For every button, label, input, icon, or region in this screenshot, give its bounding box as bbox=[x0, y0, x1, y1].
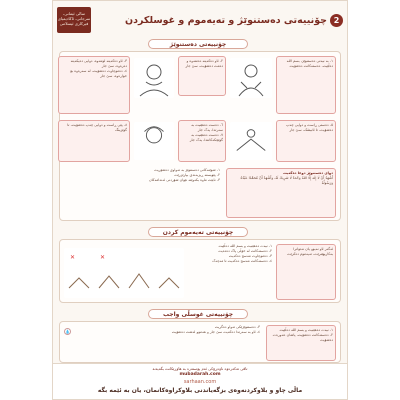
wudu-step-6-7 bbox=[178, 120, 226, 162]
wudu-illustration-1 bbox=[230, 58, 272, 98]
wudu-illustration-4 bbox=[134, 122, 174, 160]
poster-title: چۆنییەتی دەستنوێژ و تەیەموم و غوسلکردن bbox=[125, 14, 327, 26]
ghusl-step-4: ٤- ئاو بە سەرتدا دەکەیت سێ جار و هەموو لەشت دەشۆیت bbox=[171, 330, 260, 334]
wudu-illustration-3 bbox=[230, 122, 272, 160]
wudu-step-1-text: ١- بە نیەتی دەستنوێژ، بسم الله دەڵێیت، دەستەکانت دەشۆیت bbox=[286, 59, 333, 68]
title-group bbox=[125, 14, 343, 27]
wudu-step-1 bbox=[276, 56, 336, 114]
poster-footer bbox=[53, 363, 347, 399]
ghusl-panel bbox=[59, 321, 341, 363]
wudu-panel bbox=[59, 51, 341, 221]
ghusl-steps-left bbox=[140, 325, 260, 335]
wudu-dua-title: دوای دەستنوێژ دوعا دەکەیت bbox=[283, 171, 333, 175]
poster-page bbox=[52, 0, 348, 400]
wudu-note-2: ٢- پێویستە ڕیزبەندی بپارێزرێت bbox=[174, 173, 220, 177]
wudu-step-3-4 bbox=[58, 56, 130, 114]
tayammum-step-1: ١- نیەت دەهێنیت و بسم الله دەڵێیت bbox=[218, 244, 272, 248]
tayammum-step-3: ٣- دەموچاوت مەسح دەکەیت bbox=[228, 254, 272, 258]
tayammum-illustration bbox=[64, 248, 184, 298]
wudu-step-6-text: ٦- دەست دەهێنیت بە سەرتدا، یەک جار bbox=[191, 123, 223, 132]
footer-site-2[interactable]: sarhaan.com bbox=[183, 379, 217, 385]
step-number-badge: 2 bbox=[330, 14, 343, 27]
wudu-notes bbox=[60, 168, 220, 218]
footer-slogan: تاقی تەکەرەوە ناوەڕۆکی ئەم پۆستەرە بە هاوڕێکانت بگەیەنە bbox=[152, 366, 248, 371]
section-banner-ghusl: چۆنییەتی غوسڵی واجب bbox=[148, 309, 248, 319]
wudu-note-1: ١- شوێنەکانی دەستنوێژ بە تەواوی دەشۆریت bbox=[154, 168, 220, 172]
wudu-step-8-text: ٨- پێی ڕاست و دوایی چەپ دەشۆیت، تا گوێزینگ bbox=[67, 123, 127, 132]
ghusl-step-2: ٢- دەستەکانت دەشۆیت، پاشان عەورەت دەشۆیت bbox=[272, 333, 333, 342]
wudu-step-4-text: ٤- دەموچاوت دەشۆیت، لە سەرەوە بۆ خوارەوە، سێ جار bbox=[70, 69, 127, 78]
academy-logo bbox=[57, 7, 91, 33]
tayammum-step-2: ٢- دەستەکانت لە خۆڵی پاک دەدەیت bbox=[218, 249, 272, 253]
logo-text: سالی ئیمانی، سرجانی، ئاکادیمیای فیرکاری ئیسلامی bbox=[57, 11, 91, 26]
water-drop-icon: 💧 bbox=[65, 329, 70, 334]
wudu-step-5 bbox=[276, 120, 336, 162]
wudu-step-8 bbox=[58, 120, 130, 162]
poster-header bbox=[57, 5, 343, 35]
ghusl-steps-right bbox=[266, 325, 336, 361]
tayammum-panel bbox=[59, 239, 341, 303]
wudu-dua-box bbox=[226, 168, 336, 218]
footer-message: ماڵی چاو و بلاوکردنەوەی بزگەیاندنی بلاوکراوەکانمان، یان بە ئێمە بگە bbox=[97, 387, 303, 394]
wudu-dua-text: أَشْهَدُ أَنْ لَا إِلَهَ إِلَّا اللهُ وَحْدَهُ لَا شَرِيكَ لَهُ، وَأَشْهَدُ أَنَّ مُحَمَّدًا عَبْدُهُ وَرَسُولُهُ bbox=[240, 176, 333, 185]
tayammum-step-4: ٤- دەستەکانت مەسح دەکەیت تا مەچەک bbox=[212, 259, 272, 263]
tayammum-note: ئەگەر ئاو نەبوو یان نەتوانرا بەکاربهێنرێت، تەیەموم دەکرێت bbox=[287, 247, 333, 256]
tayammum-steps bbox=[182, 244, 272, 264]
cross-mark-icon: ✕ bbox=[100, 254, 106, 261]
ghusl-step-3: ٣- دەستنوێژێکی تەواو دەگریت bbox=[214, 325, 260, 329]
wudu-step-2 bbox=[178, 56, 226, 96]
section-banner-wudu: چۆنییەتی دەستنوێژ bbox=[148, 39, 248, 49]
wudu-step-2-text: ٢- ئاو دەکەیتە دەمتەوە و دەمت دەشۆیت، سێ جار bbox=[185, 59, 223, 68]
tayammum-note-box bbox=[276, 244, 336, 300]
wudu-step-3-text: ٣- ئاو دەکەیتە لوتتەوە، دوایی دەیکەیتە دەرەوە، سێ جار bbox=[70, 59, 127, 68]
wudu-step-5-text: ٥- دەستی ڕاست و دوایی چەپ دەشۆیت، تا ئانیشک، سێ جار bbox=[286, 123, 333, 132]
section-banner-tayammum: چۆنییەتی تەیەموم کردن bbox=[148, 227, 248, 237]
wudu-note-3: ٣- نابێت ماوە بکەوێتە نێوان شۆردنی ئەندامەکان bbox=[149, 178, 220, 182]
wudu-step-7-text: ٧- دەست دەهێنیت بە گوێچکەکانتدا، یەک جار bbox=[189, 133, 223, 142]
ghusl-step-1: ١- نیەت دەهێنیت و بسم الله دەڵێیت bbox=[279, 328, 333, 332]
wudu-illustration-2 bbox=[134, 58, 174, 98]
footer-site-1[interactable]: mubadarah.com bbox=[179, 372, 221, 377]
cross-mark-icon: ✕ bbox=[70, 254, 76, 261]
